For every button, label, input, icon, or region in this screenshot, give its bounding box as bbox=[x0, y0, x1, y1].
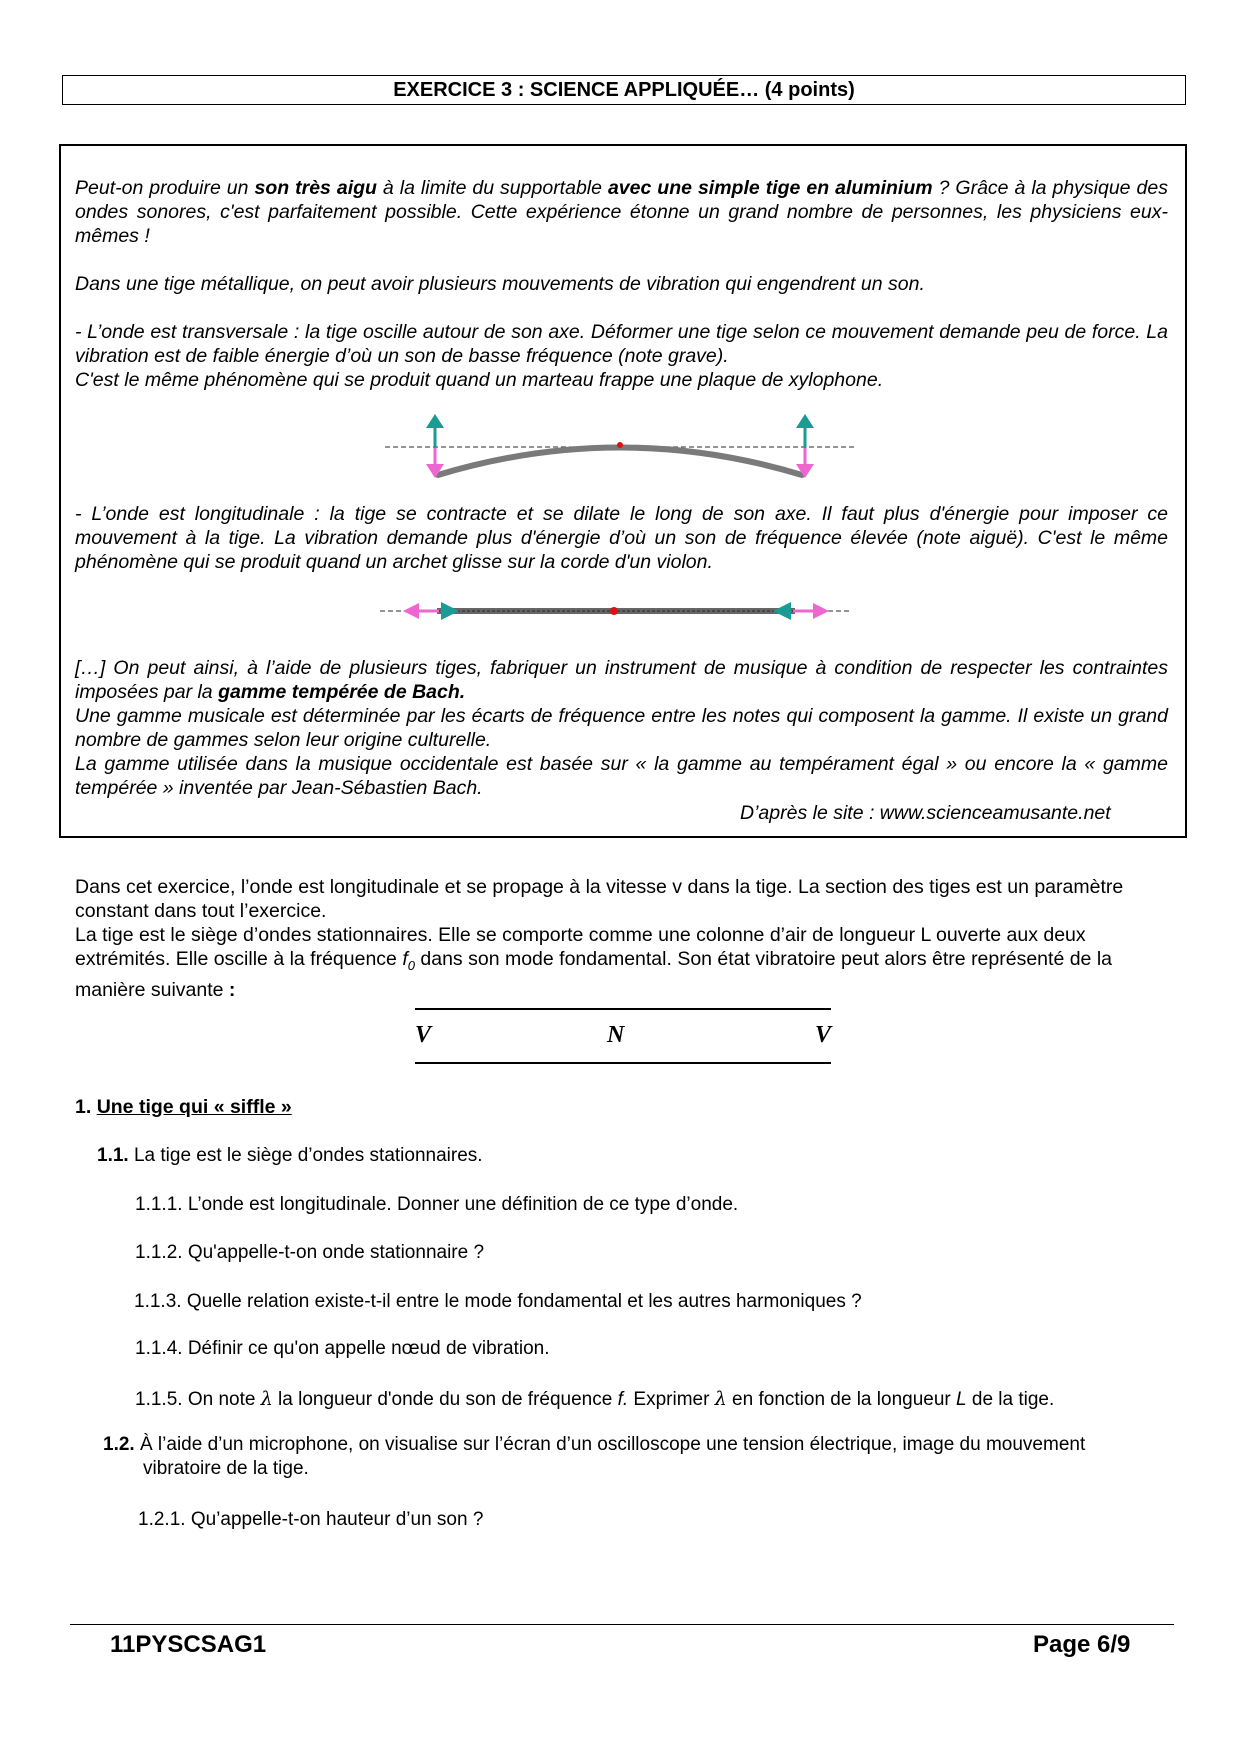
arrow-up-icon bbox=[796, 414, 814, 428]
question-1-2: 1.2. À l’aide d’un microphone, on visualise sur l’écran d’un oscilloscope une tension électrique, image du mouvement vibratoire de la tige. bbox=[103, 1434, 1086, 1479]
node-label: N bbox=[607, 1022, 625, 1048]
arrow-left-icon bbox=[773, 602, 791, 620]
longitudinal-wave-diagram bbox=[375, 596, 855, 626]
doc-paragraph-transversal: - L’onde est transversale : la tige oscille autour de son axe. Déformer une tige selon ce mouvement demande peu de force. La vibration est de faible énergie d’où un son de basse fréquence (note grave). C'est le même phénomène qui se produit quand un marteau frappe une plaque de xylophone. bbox=[75, 321, 1168, 391]
footer-divider bbox=[70, 1624, 1174, 1625]
footer-code: 11PYSCSAG1 bbox=[110, 1631, 267, 1658]
left-arrows bbox=[426, 414, 444, 478]
question-1-2-1: 1.2.1. Qu’appelle-t-on hauteur d’un son ? bbox=[138, 1509, 484, 1530]
vibration-state-diagram bbox=[415, 1008, 831, 1064]
bent-rod bbox=[438, 448, 802, 476]
source-citation: D’après le site : www.scienceamusante.net bbox=[740, 802, 1111, 824]
section-1-title: 1. Une tige qui « siffle » bbox=[75, 1096, 292, 1118]
rod-center-dot bbox=[610, 607, 618, 615]
question-1-1-1: 1.1.1. L’onde est longitudinale. Donner une définition de ce type d’onde. bbox=[135, 1194, 739, 1215]
question-1-1-5: 1.1.5. On note λ la longueur d'onde du son de fréquence f. Exprimer λ en fonction de la longueur L de la tige. bbox=[135, 1388, 1055, 1410]
rod-center-dot bbox=[617, 442, 623, 448]
intro-paragraph-1: Dans cet exercice, l’onde est longitudinale et se propage à la vitesse v dans la tige. La section des tiges est un paramètre constant dans tout l’exercice. bbox=[75, 876, 1124, 922]
doc-paragraph-bach: […] On peut ainsi, à l’aide de plusieurs tiges, fabriquer un instrument de musique à condition de respecter les contraintes imposées par la gamme tempérée de Bach. Une gamme musicale est déterminée par les écarts de fréquence entre les notes qui composent la gamme. Il existe un grand nombre de gammes selon leur origine culturelle. La gamme utilisée dans la musique occidentale est basée sur « la gamme au tempérament égal » ou encore la « gamme tempérée » inventée par Jean-Sébastien Bach. bbox=[75, 657, 1168, 799]
exercise-title: EXERCICE 3 : SCIENCE APPLIQUÉE… (4 points) bbox=[62, 75, 1186, 105]
question-1-1: 1.1. La tige est le siège d’ondes stationnaires. bbox=[97, 1145, 483, 1166]
question-1-1-2: 1.1.2. Qu'appelle-t-on onde stationnaire ? bbox=[135, 1242, 485, 1263]
arrow-right-icon bbox=[441, 602, 459, 620]
arrow-left-icon bbox=[403, 603, 419, 619]
page-number: Page 6/9 bbox=[1033, 1631, 1131, 1658]
question-1-1-3: 1.1.3. Quelle relation existe-t-il entre le mode fondamental et les autres harmoniques ? bbox=[134, 1291, 862, 1312]
intro-paragraph-2: La tige est le siège d’ondes stationnaires. Elle se comporte comme une colonne d’air de longueur L ouverte aux deux extrémités. Elle oscille à la fréquence $f_0$ dans son mode fondamental. Son état vibratoire peut alors être représenté de la manière suivante : bbox=[75, 924, 1112, 1001]
antinode-left-label: V bbox=[415, 1022, 432, 1048]
doc-paragraph-longitudinal: - L’onde est longitudinale : la tige se contracte et se dilate le long de son axe. Il faut plus d'énergie pour imposer ce mouvement à la tige. La vibration demande plus d'énergie d’où un son de fréquence élevée (note aiguë). C'est le même phénomène qui se produit quand un archet glisse sur la corde d'un violon. bbox=[75, 503, 1168, 573]
right-arrows bbox=[796, 414, 814, 478]
doc-paragraph-vibrations: Dans une tige métallique, on peut avoir plusieurs mouvements de vibration qui engendrent un son. bbox=[75, 273, 925, 295]
doc-paragraph-intro: Peut-on produire un son très aigu à la limite du supportable avec une simple tige en aluminium ? Grâce à la physique des ondes sonores, c'est parfaitement possible. Cette expérience étonne un grand nombre de personnes, les physiciens eux-mêmes ! bbox=[75, 177, 1168, 247]
antinode-right-label: V bbox=[815, 1022, 832, 1048]
arrow-up-icon bbox=[426, 414, 444, 428]
question-1-1-4: 1.1.4. Définir ce qu'on appelle nœud de vibration. bbox=[135, 1338, 550, 1359]
transverse-wave-diagram bbox=[380, 412, 860, 482]
arrow-right-icon bbox=[813, 603, 829, 619]
